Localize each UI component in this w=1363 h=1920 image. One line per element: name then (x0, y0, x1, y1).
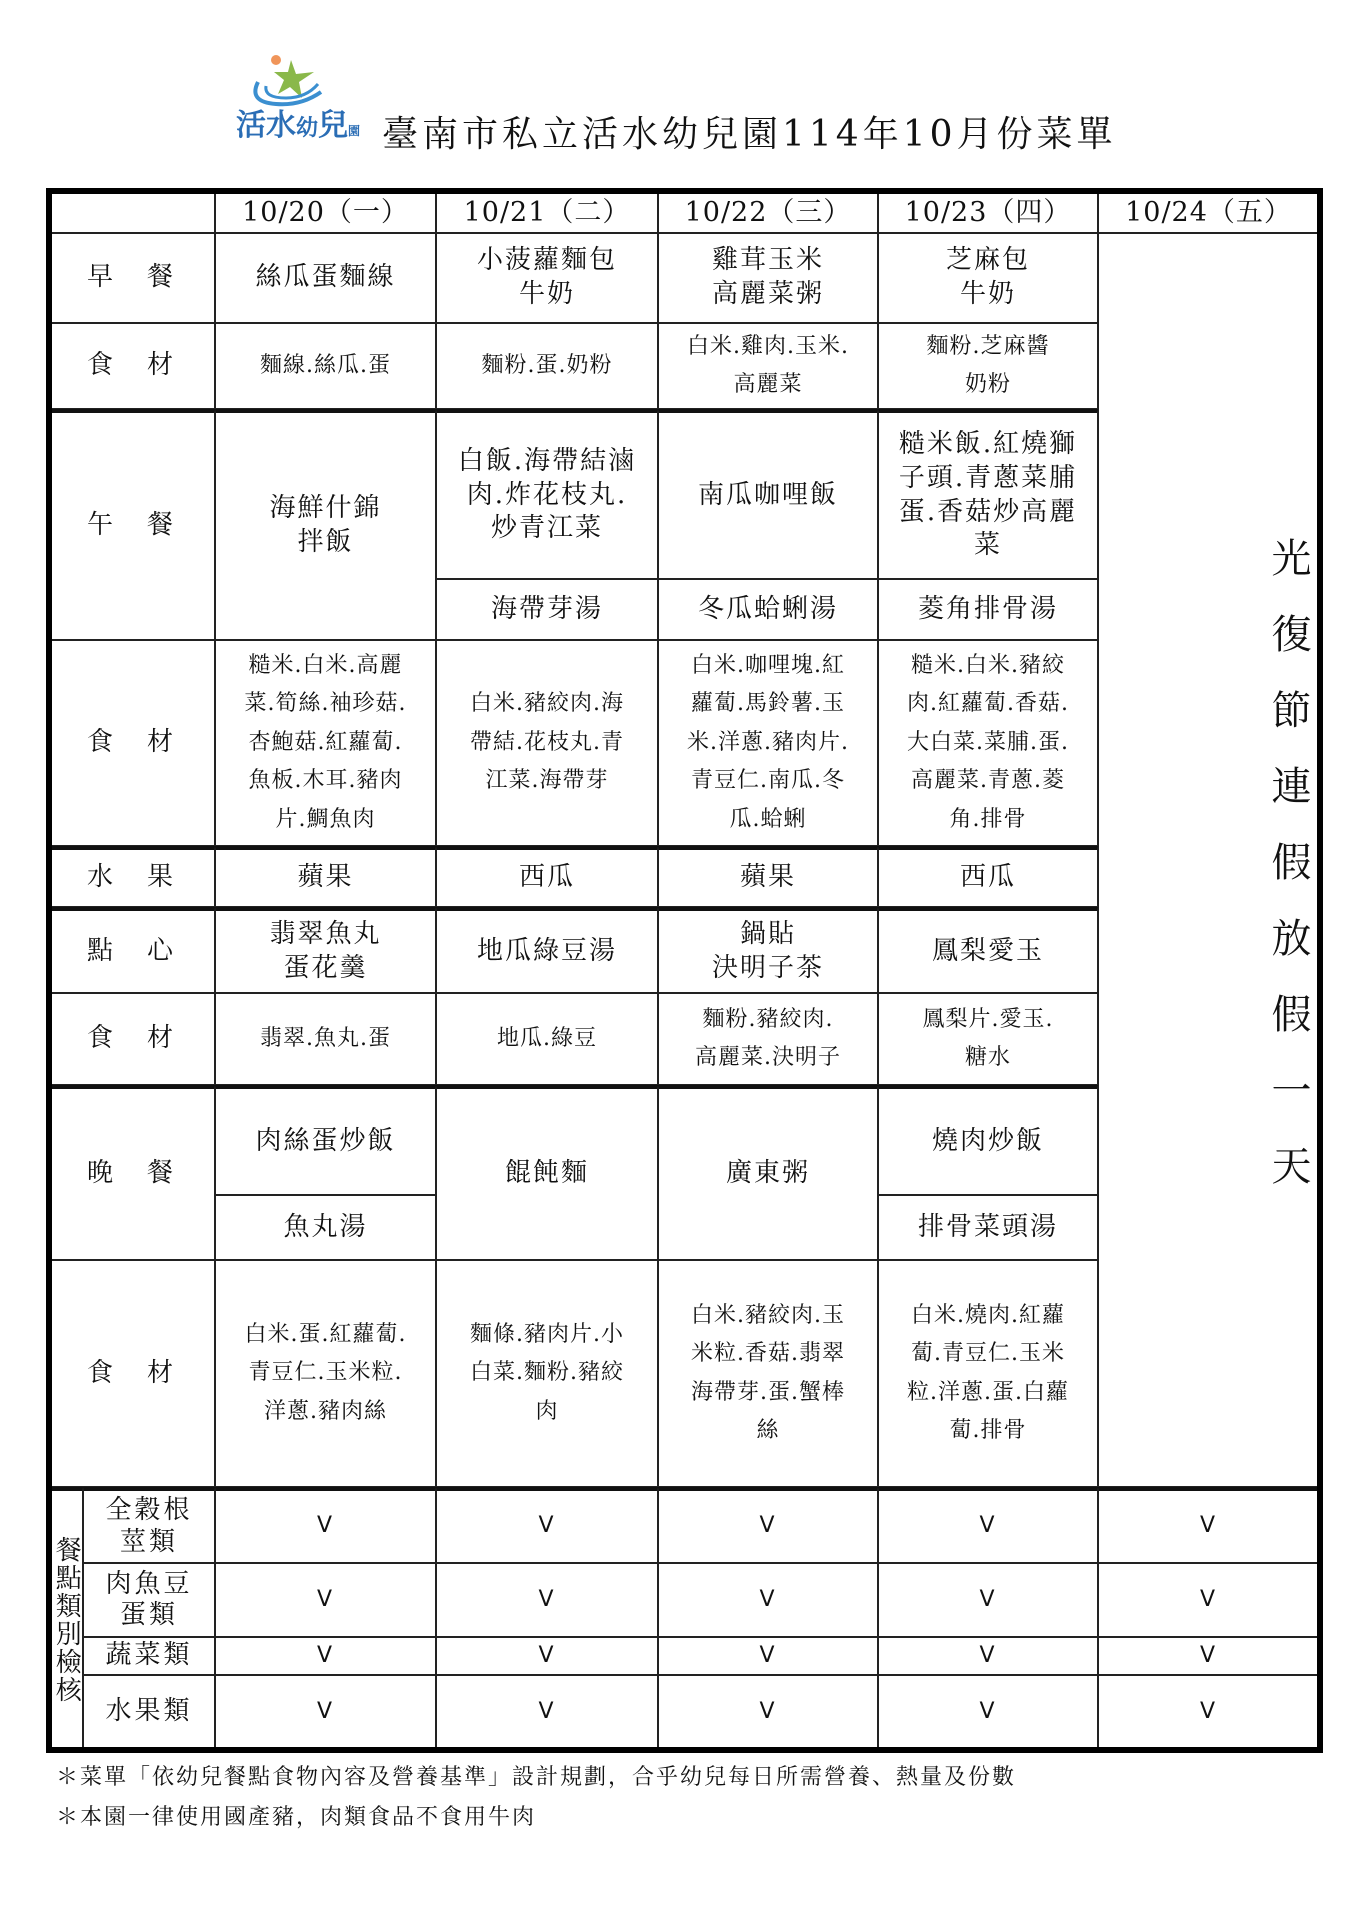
check-mark-cell: V (658, 1563, 878, 1637)
row-label-fruit: 水果 (49, 846, 215, 907)
dinner-main-cell: 餛飩麵 (436, 1085, 658, 1260)
snack-cell: 地瓜綠豆湯 (436, 907, 658, 993)
holiday-notice: 光復節連假放假一天 (1098, 233, 1319, 1487)
breakfast-cell: 絲瓜蛋麵線 (215, 233, 436, 323)
snack-ingredients-cell: 鳳梨片.愛玉. 糖水 (878, 993, 1098, 1085)
check-mark-cell: V (658, 1675, 878, 1749)
breakfast-ingredients-cell: 白米.雞肉.玉米. 高麗菜 (658, 323, 878, 409)
fruit-cell: 西瓜 (878, 846, 1098, 907)
lunch-main-cell: 南瓜咖哩飯 (658, 409, 878, 579)
dinner-soup-cell: 魚丸湯 (215, 1195, 436, 1260)
lunch-ingredients-cell: 糙米.白米.豬絞 肉.紅蘿蔔.香菇. 大白菜.菜脯.蛋. 高麗菜.青蔥.菱 角.排骨 (878, 640, 1098, 846)
breakfast-cell: 小菠蘿麵包 牛奶 (436, 233, 658, 323)
dinner-ingredients-cell: 白米.豬絞肉.玉 米粒.香菇.翡翠 海帶芽.蛋.蟹棒 絲 (658, 1260, 878, 1487)
snack-cell: 鳳梨愛玉 (878, 907, 1098, 993)
lunch-ingredients-cell: 糙米.白米.高麗 菜.筍絲.袖珍菇. 杏鮑菇.紅蘿蔔. 魚板.木耳.豬肉 片.鯛魚肉 (215, 640, 436, 846)
footnote-nutrition: ＊菜單「依幼兒餐點食物內容及營養基準」設計規劃，合乎幼兒每日所需營養、熱量及份數 (56, 1765, 1017, 1790)
lunch-main-cell: 白飯.海帶結滷 肉.炸花枝丸. 炒青江菜 (436, 409, 658, 579)
check-mark-cell: V (878, 1563, 1098, 1637)
row-label-snack-ingredients: 食材 (49, 993, 215, 1085)
lunch-soup-cell: 菱角排骨湯 (878, 579, 1098, 640)
footnote-pork: ＊本園一律使用國產豬，肉類食品不食用牛肉 (56, 1805, 537, 1830)
breakfast-ingredients-cell: 麵粉.芝麻醬 奶粉 (878, 323, 1098, 409)
lunch-main-cell: 糙米飯.紅燒獅 子頭.青蔥菜脯 蛋.香菇炒高麗 菜 (878, 409, 1098, 579)
check-category-1: 肉魚豆 蛋類 (83, 1563, 215, 1637)
check-mark-cell: V (1098, 1675, 1319, 1749)
dinner-ingredients-cell: 麵條.豬肉片.小 白菜.麵粉.豬絞 肉 (436, 1260, 658, 1487)
check-mark-cell: V (658, 1487, 878, 1563)
logo-text: 活水幼兒園 (236, 108, 361, 143)
check-category-2: 蔬菜類 (83, 1637, 215, 1675)
check-mark-cell: V (1098, 1487, 1319, 1563)
row-label-lunch-ingredients: 食材 (49, 640, 215, 846)
check-mark-cell: V (215, 1675, 436, 1749)
check-mark-cell: V (878, 1637, 1098, 1675)
lunch-main-cell: 海鮮什錦 拌飯 (215, 409, 436, 640)
lunch-soup-cell: 海帶芽湯 (436, 579, 658, 640)
row-label-lunch: 午餐 (49, 409, 215, 640)
row-label-breakfast-ingredients: 食材 (49, 323, 215, 409)
breakfast-ingredients-cell: 麵線.絲瓜.蛋 (215, 323, 436, 409)
row-label-snack: 點心 (49, 907, 215, 993)
breakfast-ingredients-cell: 麵粉.蛋.奶粉 (436, 323, 658, 409)
row-label-dinner: 晚餐 (49, 1085, 215, 1260)
check-mark-cell: V (1098, 1563, 1319, 1637)
page-title: 臺南市私立活水幼兒園114年10月份菜單 (382, 114, 1117, 155)
check-category-0: 全穀根 莖類 (83, 1487, 215, 1563)
row-label-breakfast: 早餐 (49, 233, 215, 323)
check-mark-cell: V (436, 1487, 658, 1563)
check-mark-cell: V (658, 1637, 878, 1675)
snack-ingredients-cell: 麵粉.豬絞肉. 高麗菜.決明子 (658, 993, 878, 1085)
snack-ingredients-cell: 翡翠.魚丸.蛋 (215, 993, 436, 1085)
check-mark-cell: V (1098, 1637, 1319, 1675)
date-header-4: 10/24（五） (1098, 190, 1319, 233)
lunch-ingredients-cell: 白米.豬絞肉.海 帶結.花枝丸.青 江菜.海帶芽 (436, 640, 658, 846)
fruit-cell: 西瓜 (436, 846, 658, 907)
row-label-dinner-ingredients: 食材 (49, 1260, 215, 1487)
check-mark-cell: V (436, 1637, 658, 1675)
check-mark-cell: V (878, 1675, 1098, 1749)
check-mark-cell: V (215, 1563, 436, 1637)
date-header-1: 10/21（二） (436, 190, 658, 233)
date-header-2: 10/22（三） (658, 190, 878, 233)
check-mark-cell: V (215, 1637, 436, 1675)
dinner-soup-cell: 排骨菜頭湯 (878, 1195, 1098, 1260)
snack-cell: 翡翠魚丸 蛋花羹 (215, 907, 436, 993)
breakfast-cell: 芝麻包 牛奶 (878, 233, 1098, 323)
fruit-cell: 蘋果 (658, 846, 878, 907)
snack-ingredients-cell: 地瓜.綠豆 (436, 993, 658, 1085)
check-mark-cell: V (215, 1487, 436, 1563)
snack-cell: 鍋貼 決明子茶 (658, 907, 878, 993)
check-section-label: 餐點類別檢核 (49, 1487, 83, 1749)
breakfast-cell: 雞茸玉米 高麗菜粥 (658, 233, 878, 323)
lunch-soup-cell: 冬瓜蛤蜊湯 (658, 579, 878, 640)
fruit-cell: 蘋果 (215, 846, 436, 907)
date-header-3: 10/23（四） (878, 190, 1098, 233)
check-mark-cell: V (436, 1675, 658, 1749)
dinner-ingredients-cell: 白米.蛋.紅蘿蔔. 青豆仁.玉米粒. 洋蔥.豬肉絲 (215, 1260, 436, 1487)
dinner-main-cell: 肉絲蛋炒飯 (215, 1085, 436, 1195)
check-category-3: 水果類 (83, 1675, 215, 1749)
header-corner-cell (49, 190, 215, 233)
dinner-main-cell: 廣東粥 (658, 1085, 878, 1260)
check-mark-cell: V (436, 1563, 658, 1637)
dinner-ingredients-cell: 白米.燒肉.紅蘿 蔔.青豆仁.玉米 粒.洋蔥.蛋.白蘿 蔔.排骨 (878, 1260, 1098, 1487)
check-mark-cell: V (878, 1487, 1098, 1563)
date-header-0: 10/20（一） (215, 190, 436, 233)
dinner-main-cell: 燒肉炒飯 (878, 1085, 1098, 1195)
lunch-ingredients-cell: 白米.咖哩塊.紅 蘿蔔.馬鈴薯.玉 米.洋蔥.豬肉片. 青豆仁.南瓜.冬 瓜.蛤蜊 (658, 640, 878, 846)
